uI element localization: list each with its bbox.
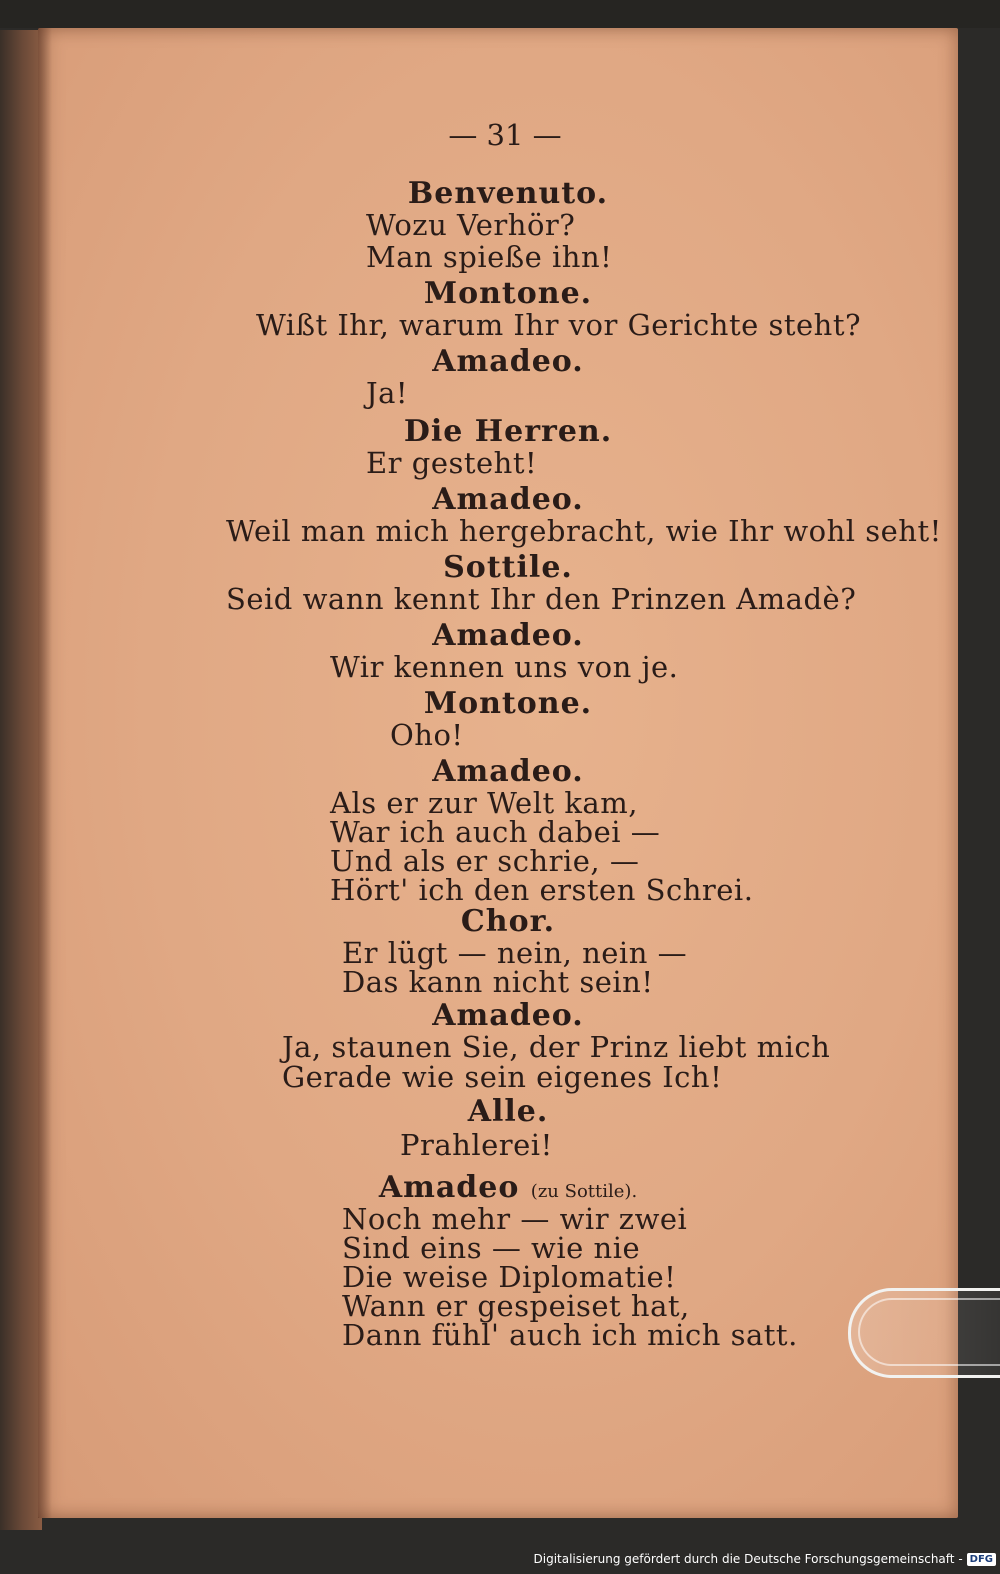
speaker-chor: Chor. bbox=[460, 904, 556, 939]
page-number: — 31 — bbox=[448, 118, 562, 152]
dialogue-line: Wozu Verhör? bbox=[366, 208, 576, 242]
paper-clip-inner bbox=[858, 1298, 1000, 1366]
dfg-logo: DFG bbox=[967, 1553, 996, 1566]
speaker-montone: Montone. bbox=[423, 686, 593, 721]
dialogue-line: Sind eins — wie nie bbox=[342, 1231, 641, 1265]
dialogue-line: Das kann nicht sein! bbox=[342, 965, 654, 999]
speaker-amadeo-with-direction bbox=[0, 1170, 1000, 1205]
speaker-amadeo: Amadeo. bbox=[432, 344, 584, 379]
scan-background-top bbox=[0, 0, 1000, 28]
dialogue-line: War ich auch dabei — bbox=[330, 815, 661, 849]
stage-direction: (zu Sottile). bbox=[530, 1181, 638, 1202]
digitization-credit bbox=[534, 1548, 997, 1570]
dialogue-line: Gerade wie sein eigenes Ich! bbox=[282, 1060, 723, 1094]
dialogue-line: Ja! bbox=[366, 376, 409, 410]
speaker-amadeo: Amadeo. bbox=[432, 618, 584, 653]
speaker-amadeo: Amadeo. bbox=[432, 482, 584, 517]
speaker-amadeo: Amadeo. bbox=[432, 754, 584, 789]
dialogue-line: Noch mehr — wir zwei bbox=[342, 1202, 688, 1236]
dialogue-line: Man spieße ihn! bbox=[366, 240, 613, 274]
dialogue-line: Prahlerei! bbox=[400, 1128, 553, 1162]
dialogue-line: Er lügt — nein, nein — bbox=[342, 936, 688, 970]
dialogue-line: Als er zur Welt kam, bbox=[330, 786, 638, 820]
speaker-name: Amadeo bbox=[378, 1170, 520, 1205]
dialogue-line: Wir kennen uns von je. bbox=[330, 650, 679, 684]
dialogue-line: Wann er gespeiset hat, bbox=[342, 1289, 690, 1323]
dialogue-line: Die weise Diplomatie! bbox=[342, 1260, 677, 1294]
dialogue-line: Ja, staunen Sie, der Prinz liebt mich bbox=[282, 1030, 831, 1064]
speaker-montone: Montone. bbox=[423, 276, 593, 311]
dialogue-line: Oho! bbox=[390, 718, 464, 752]
dialogue-line: Er gesteht! bbox=[366, 446, 538, 480]
dialogue-line: Dann fühl' auch ich mich satt. bbox=[342, 1318, 798, 1352]
speaker-sottile: Sottile. bbox=[443, 550, 573, 585]
dialogue-line: Weil man mich hergebracht, wie Ihr wohl seht! bbox=[226, 514, 942, 548]
speaker-die-herren: Die Herren. bbox=[403, 414, 613, 449]
credit-text: Digitalisierung gefördert durch die Deutsche Forschungsgemeinschaft - bbox=[533, 1552, 963, 1566]
dialogue-line: Seid wann kennt Ihr den Prinzen Amadè? bbox=[226, 582, 857, 616]
dialogue-line: Und als er schrie, — bbox=[330, 844, 640, 878]
speaker-benvenuto: Benvenuto. bbox=[407, 176, 609, 211]
dialogue-line: Wißt Ihr, warum Ihr vor Gerichte steht? bbox=[256, 308, 862, 342]
speaker-amadeo: Amadeo. bbox=[432, 998, 584, 1033]
dialogue-line: Hört' ich den ersten Schrei. bbox=[330, 873, 754, 907]
speaker-alle: Alle. bbox=[467, 1094, 549, 1129]
